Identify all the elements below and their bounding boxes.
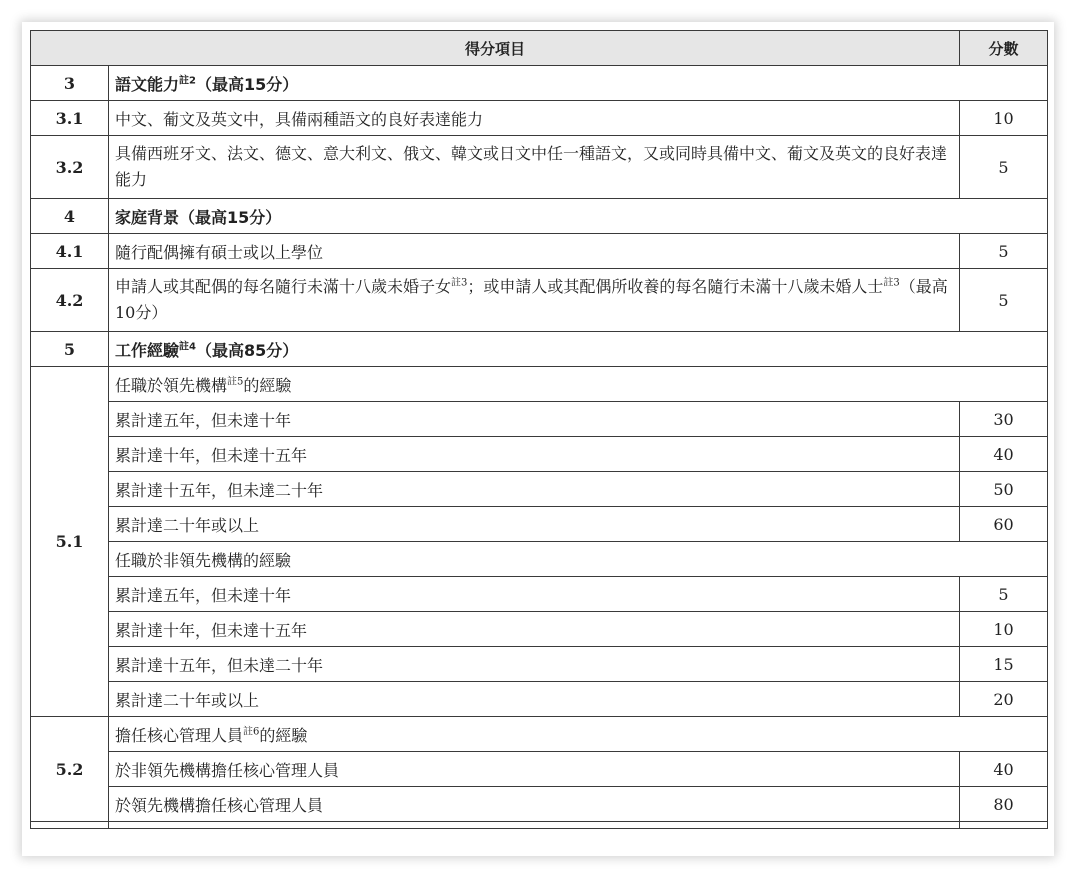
item-number: 3.2 [31,136,109,199]
table-continuation [31,822,1048,829]
subgroup-head [109,717,1048,752]
section-row-5 [31,332,1048,367]
item-number: 5.2 [31,717,109,822]
subgroup-head-text: 擔任核心管理人員 [115,725,244,745]
section-number: 3 [31,66,109,101]
footnote-ref: 註3 [451,277,468,289]
table-row [31,136,1048,199]
subgroup-head-text: 的經驗 [243,375,292,395]
section-title: 家庭背景（最高15分） [109,199,1048,234]
table-row [31,472,1048,507]
section-row-4 [31,199,1048,234]
header-score: 分數 [960,31,1048,66]
item-score: 5 [960,577,1048,612]
subgroup-head-row [31,367,1048,402]
item-text-part: （最高10分） [115,277,948,322]
item-score: 50 [960,472,1048,507]
item-score: 10 [960,101,1048,136]
item-text: 累計達十年，但未達十五年 [109,437,960,472]
item-text: 累計達二十年或以上 [109,507,960,542]
table-row [31,752,1048,787]
item-score: 60 [960,507,1048,542]
item-text: 具備西班牙文、法文、德文、意大利文、俄文、韓文或日文中任一種語文，又或同時具備中文、葡文及英文的良好表達能力 [109,136,960,199]
item-score: 5 [960,136,1048,199]
item-text-part: ；或申請人或其配偶所收養的每名隨行未滿十八歲未婚人士 [467,277,884,296]
section-title [109,66,1048,101]
table-row [31,234,1048,269]
item-text: 隨行配偶擁有碩士或以上學位 [109,234,960,269]
table-row [31,577,1048,612]
subgroup-head-row [31,542,1048,577]
footnote-ref: 註3 [883,277,900,289]
item-text: 累計達十五年，但未達二十年 [109,472,960,507]
footnote-ref: 註5 [227,376,244,388]
section-title-suffix: （最高15分） [195,74,299,94]
item-score: 15 [960,647,1048,682]
item-text [109,269,960,332]
item-text: 中文、葡文及英文中，具備兩種語文的良好表達能力 [109,101,960,136]
item-text: 於非領先機構擔任核心管理人員 [109,752,960,787]
table-row [31,507,1048,542]
subgroup-head-row [31,717,1048,752]
section-title [109,332,1048,367]
table-row [31,787,1048,822]
item-text: 累計達五年，但未達十年 [109,577,960,612]
item-score: 30 [960,402,1048,437]
footnote-ref: 註2 [179,75,196,87]
subgroup-head-text: 任職於領先機構 [115,375,228,395]
item-text-part: 申請人或其配偶的每名隨行未滿十八歲未婚子女 [115,277,452,296]
table-row [31,269,1048,332]
table-header-row [31,31,1048,66]
item-score: 10 [960,612,1048,647]
footnote-ref: 註6 [243,726,260,738]
item-text: 累計達十年，但未達十五年 [109,612,960,647]
item-score: 40 [960,752,1048,787]
table-row [31,402,1048,437]
table-row [31,612,1048,647]
continuation-cell [960,822,1048,829]
item-score: 80 [960,787,1048,822]
document-card [22,22,1054,856]
section-title-text: 語文能力 [115,74,180,94]
item-score: 40 [960,437,1048,472]
footnote-ref: 註4 [179,341,196,353]
item-text: 累計達五年，但未達十年 [109,402,960,437]
table-row [31,101,1048,136]
subgroup-head: 任職於非領先機構的經驗 [109,542,1048,577]
subgroup-head [109,367,1048,402]
table-row [31,437,1048,472]
item-number: 4.1 [31,234,109,269]
section-title-text: 工作經驗 [115,340,180,360]
section-number: 4 [31,199,109,234]
header-item: 得分項目 [31,31,960,66]
item-text: 累計達二十年或以上 [109,682,960,717]
scoring-table [30,30,1048,829]
item-number: 3.1 [31,101,109,136]
section-number: 5 [31,332,109,367]
table-row [31,647,1048,682]
item-text: 於領先機構擔任核心管理人員 [109,787,960,822]
item-text: 累計達十五年，但未達二十年 [109,647,960,682]
continuation-cell [31,822,109,829]
section-title-suffix: （最高85分） [195,340,299,360]
subgroup-head-text: 的經驗 [259,725,308,745]
continuation-cell [109,822,960,829]
section-row-3 [31,66,1048,101]
item-number: 5.1 [31,367,109,717]
item-score: 5 [960,269,1048,332]
item-score: 5 [960,234,1048,269]
table-row [31,682,1048,717]
item-number: 4.2 [31,269,109,332]
item-score: 20 [960,682,1048,717]
